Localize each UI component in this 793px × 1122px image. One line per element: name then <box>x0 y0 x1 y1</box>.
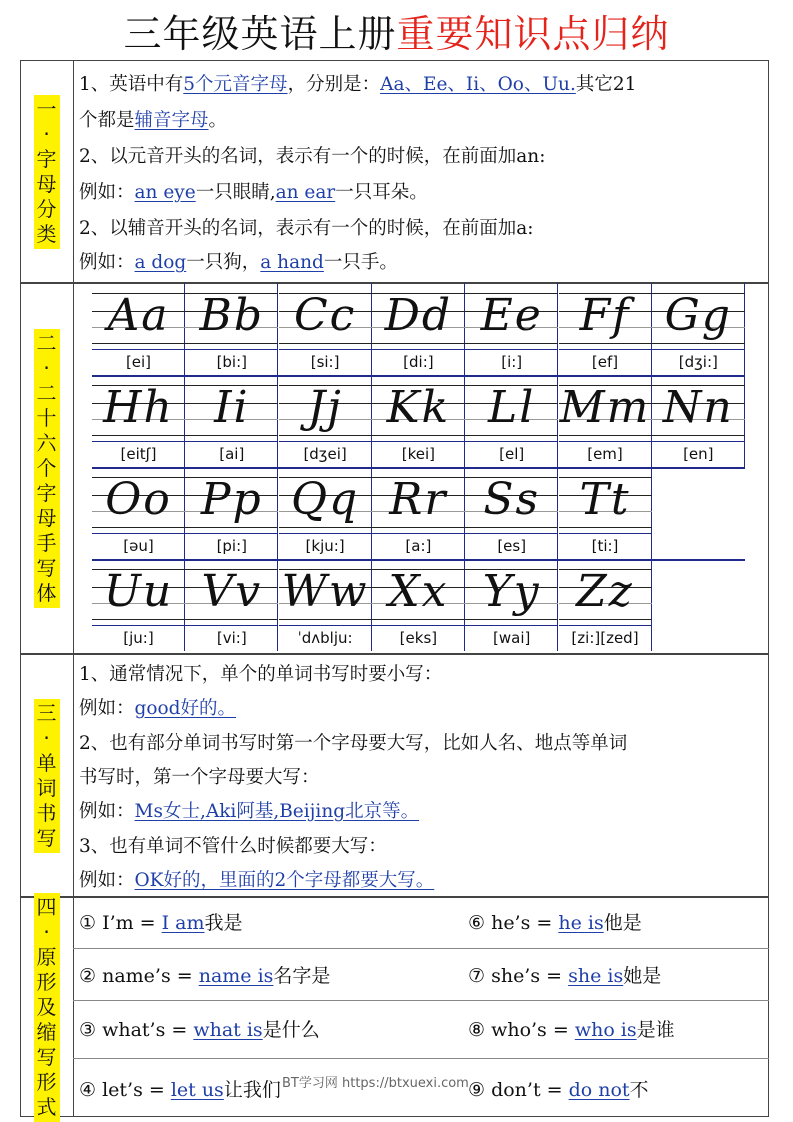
text: 。 <box>208 110 228 131</box>
contraction-eq: = <box>540 1079 569 1101</box>
title-part1: 三年级英语上册 <box>123 12 397 56</box>
phonetic-symbol: [ef] <box>559 349 652 373</box>
section-label-4 <box>20 895 73 1119</box>
phonetic-symbol: [em] <box>559 441 652 465</box>
handwritten-letters: Kk <box>372 377 465 441</box>
text: 一只耳朵。 <box>335 182 428 203</box>
label-char: · <box>43 122 50 146</box>
watermark-text: BT学习网 https://btxuexi.com <box>282 1076 469 1091</box>
letter-cell <box>92 467 185 559</box>
contraction-word: who’s <box>491 1019 547 1041</box>
letter-cell <box>559 375 652 467</box>
phonetic-symbol: ˈdʌblju: <box>279 625 372 649</box>
label-char: 二 <box>36 331 57 355</box>
letter-cell <box>465 559 558 651</box>
section-label-1 <box>20 62 73 282</box>
contraction-word: name’s <box>102 965 171 987</box>
sec3-line-3: 2、也有部分单词书写时第一个字母要大写，比如人名、地点等单词 <box>79 733 628 754</box>
phonetic-symbol: [a:] <box>372 533 465 557</box>
contraction-word: don’t <box>491 1079 541 1101</box>
sec1-line-1 <box>79 70 636 96</box>
contraction-num: ⑦ <box>468 965 492 987</box>
phonetic-symbol: [ei] <box>92 349 185 373</box>
section-label-2 <box>20 284 73 653</box>
text: 例如： <box>79 252 135 273</box>
letter-cell <box>185 283 278 375</box>
handwritten-letters: Ww <box>279 561 372 625</box>
label-char: 写 <box>36 825 57 850</box>
text: 例如： <box>79 870 135 891</box>
letter-cell <box>559 559 652 651</box>
letter-cell <box>279 375 372 467</box>
text: 其它21 <box>575 74 637 95</box>
highlight: an ear <box>275 182 336 203</box>
letter-cell <box>372 559 465 651</box>
contraction-full: she is <box>568 965 624 987</box>
contraction-eq: = <box>133 912 162 934</box>
label-char: 母 <box>36 506 57 530</box>
contraction-full: name is <box>198 965 274 987</box>
text: 个都是 <box>79 110 135 131</box>
section-label-text <box>34 699 60 853</box>
contraction-eq: = <box>530 912 559 934</box>
phonetic-symbol: [pi:] <box>185 533 278 557</box>
letter-cell <box>652 375 745 467</box>
contraction-eq: = <box>540 965 569 987</box>
contraction-eq: = <box>546 1019 575 1041</box>
letter-cell <box>279 467 372 559</box>
label-char: 分 <box>36 197 57 221</box>
handwritten-letters: Yy <box>465 561 558 625</box>
contraction-num: ⑥ <box>468 912 492 934</box>
contraction-item <box>468 1015 675 1042</box>
row-divider <box>73 1000 769 1001</box>
contraction-num: ③ <box>79 1019 103 1041</box>
sec1-line-3: 2、以元音开头的名词，表示有一个的时候，在前面加an: <box>79 146 546 167</box>
contraction-num: ② <box>79 965 103 987</box>
handwritten-letters: Cc <box>279 285 372 349</box>
label-char: 单 <box>36 750 57 775</box>
contraction-full: I am <box>161 912 205 934</box>
contraction-word: what’s <box>102 1019 166 1041</box>
label-char: 词 <box>36 775 57 800</box>
highlight: good好的。 <box>134 698 236 719</box>
contraction-full: he is <box>558 912 604 934</box>
phonetic-symbol: [dʒi:] <box>652 349 745 373</box>
handwriting-letter-grid <box>92 283 745 651</box>
contraction-full: what is <box>193 1019 263 1041</box>
phonetic-symbol: [kei] <box>372 441 465 465</box>
letter-cell <box>92 283 185 375</box>
sec1-line-4 <box>79 178 428 204</box>
grid-row-line <box>92 559 745 561</box>
handwritten-letters: Xx <box>372 561 465 625</box>
contraction-item <box>79 1015 320 1042</box>
label-char: 形 <box>36 1070 57 1094</box>
sec3-line-5 <box>79 797 419 823</box>
row-divider <box>73 1058 769 1059</box>
label-char: 写 <box>36 1045 57 1069</box>
contraction-num: ① <box>79 912 103 934</box>
divider <box>20 896 769 898</box>
phonetic-symbol: [vi:] <box>185 625 278 649</box>
handwritten-letters: Gg <box>652 285 745 349</box>
contraction-item <box>79 961 330 988</box>
text: 1、英语中有 <box>79 74 184 95</box>
contraction-item <box>79 1075 281 1102</box>
contraction-item <box>468 908 642 935</box>
sec1-line-5: 2、以辅音开头的名词，表示有一个的时候，在前面加a: <box>79 218 534 239</box>
phonetic-symbol: [si:] <box>279 349 372 373</box>
letter-cell <box>185 467 278 559</box>
handwritten-letters: Ss <box>465 469 558 533</box>
letter-cell <box>465 467 558 559</box>
letter-cell <box>279 283 372 375</box>
handwritten-letters: Jj <box>279 377 372 441</box>
highlight: 5个元音字母 <box>183 74 288 95</box>
letter-cell <box>372 467 465 559</box>
handwritten-letters: Mm <box>559 377 652 441</box>
handwritten-letters: Zz <box>559 561 652 625</box>
letter-cell <box>279 559 372 651</box>
label-char: 体 <box>36 581 57 605</box>
sec3-line-2 <box>79 694 236 720</box>
handwritten-letters: Ff <box>559 285 652 349</box>
label-char: 字 <box>36 481 57 505</box>
handwritten-letters: Bb <box>185 285 278 349</box>
sec3-line-6: 3、也有单词不管什么时候都要大写： <box>79 836 387 857</box>
section-label-text <box>34 329 60 608</box>
label-char: 及 <box>36 995 57 1019</box>
letter-cell <box>185 375 278 467</box>
contraction-full: who is <box>574 1019 637 1041</box>
contraction-cn: 是什么 <box>262 1019 320 1041</box>
handwritten-letters: Hh <box>92 377 185 441</box>
contraction-num: ⑨ <box>468 1079 492 1101</box>
label-char: 四 <box>36 895 57 919</box>
contraction-item <box>468 961 661 988</box>
contraction-eq: = <box>165 1019 194 1041</box>
letter-cell <box>465 283 558 375</box>
handwritten-letters: Qq <box>279 469 372 533</box>
label-char: · <box>43 725 50 750</box>
label-char: 字 <box>36 147 57 171</box>
phonetic-symbol: [eks] <box>372 625 465 649</box>
contraction-word: she’s <box>491 965 541 987</box>
handwritten-letters: Dd <box>372 285 465 349</box>
letter-cell <box>465 375 558 467</box>
label-char: 类 <box>36 222 57 246</box>
letter-cell <box>92 559 185 651</box>
contraction-cn: 他是 <box>603 912 642 934</box>
handwritten-letters: Vv <box>185 561 278 625</box>
text: 一只狗， <box>186 252 261 273</box>
handwritten-letters: Ll <box>465 377 558 441</box>
text: 例如： <box>79 801 135 822</box>
section-label-3 <box>20 655 73 896</box>
label-char: 形 <box>36 970 57 994</box>
contraction-word: I’m <box>102 912 134 934</box>
handwritten-letters: Ii <box>185 377 278 441</box>
phonetic-symbol: [əu] <box>92 533 185 557</box>
divider <box>20 653 769 655</box>
highlight: a hand <box>260 252 324 273</box>
text: 一只手。 <box>323 252 398 273</box>
phonetic-symbol: [bi:] <box>185 349 278 373</box>
contraction-eq: = <box>170 965 199 987</box>
phonetic-symbol: [es] <box>465 533 558 557</box>
handwritten-letters: Rr <box>372 469 465 533</box>
contraction-cn: 名字是 <box>273 965 331 987</box>
letter-cell <box>185 559 278 651</box>
contraction-item <box>79 908 243 935</box>
phonetic-symbol: [eitʃ] <box>92 441 185 465</box>
letter-cell <box>372 375 465 467</box>
label-char: 六 <box>36 431 57 455</box>
text: 例如： <box>79 698 135 719</box>
sec1-line-6 <box>79 248 398 274</box>
phonetic-symbol: [en] <box>652 441 745 465</box>
label-char: 式 <box>36 1095 57 1119</box>
highlight: 辅音字母 <box>134 110 209 131</box>
contraction-cn: 我是 <box>204 912 243 934</box>
text: 一只眼睛, <box>195 182 276 203</box>
letter-cell <box>372 283 465 375</box>
handwritten-letters: Tt <box>559 469 652 533</box>
letter-cell <box>559 283 652 375</box>
label-char: 原 <box>36 945 57 969</box>
letter-cell <box>92 375 185 467</box>
page-title <box>0 8 793 60</box>
letter-cell <box>559 467 652 559</box>
handwritten-letters: Oo <box>92 469 185 533</box>
contraction-cn: 是谁 <box>636 1019 675 1041</box>
sec3-line-4: 书写时，第一个字母要大写： <box>79 767 320 788</box>
phonetic-symbol: [el] <box>465 441 558 465</box>
phonetic-symbol: [ti:] <box>559 533 652 557</box>
sec3-line-1: 1、通常情况下，单个的单词书写时要小写： <box>79 664 443 685</box>
grid-row-line <box>92 375 745 377</box>
phonetic-symbol: [ai] <box>185 441 278 465</box>
highlight: a dog <box>134 252 187 273</box>
contraction-cn: 不 <box>629 1079 649 1101</box>
handwritten-letters: Ee <box>465 285 558 349</box>
letter-cell <box>652 283 745 375</box>
section-label-text <box>34 95 60 249</box>
label-char: 母 <box>36 172 57 196</box>
label-char: 手 <box>36 531 57 555</box>
contraction-item <box>468 1075 649 1102</box>
highlight: Aa、Ee、Ii、Oo、Uu. <box>380 74 576 95</box>
title-part2: 重要知识点归纳 <box>396 12 670 56</box>
text: 例如： <box>79 182 135 203</box>
label-char: · <box>43 356 50 380</box>
phonetic-symbol: [di:] <box>372 349 465 373</box>
row-divider <box>73 948 769 949</box>
phonetic-symbol: [ju:] <box>92 625 185 649</box>
handwritten-letters: Aa <box>92 285 185 349</box>
label-char: 个 <box>36 456 57 480</box>
contraction-cn: 让我们 <box>223 1079 281 1101</box>
phonetic-symbol: [i:] <box>465 349 558 373</box>
contraction-num: ⑧ <box>468 1019 492 1041</box>
contraction-full: do not <box>568 1079 630 1101</box>
contraction-full: let us <box>170 1079 224 1101</box>
label-char: 缩 <box>36 1020 57 1044</box>
contraction-eq: = <box>142 1079 171 1101</box>
phonetic-symbol: [wai] <box>465 625 558 649</box>
label-char: 十 <box>36 406 57 430</box>
phonetic-symbol: [dʒei] <box>279 441 372 465</box>
handwritten-letters: Uu <box>92 561 185 625</box>
handwritten-letters: Nn <box>652 377 745 441</box>
sec3-line-7 <box>79 866 434 892</box>
highlight: OK好的，里面的2个字母都要大写。 <box>134 870 435 891</box>
sec1-line-2 <box>79 106 227 132</box>
text: ，分别是： <box>287 74 381 95</box>
contraction-word: he’s <box>491 912 531 934</box>
label-char: 三 <box>36 700 57 725</box>
phonetic-symbol: [kju:] <box>279 533 372 557</box>
grid-row-line <box>92 467 745 469</box>
highlight: Ms女士,Aki阿基,Beijing北京等。 <box>134 801 420 822</box>
highlight: an eye <box>134 182 196 203</box>
label-char: 一 <box>36 97 57 121</box>
label-char: 书 <box>36 800 57 825</box>
handwritten-letters: Pp <box>185 469 278 533</box>
section-label-text <box>34 893 60 1122</box>
contraction-word: let’s <box>102 1079 143 1101</box>
contraction-num: ④ <box>79 1079 103 1101</box>
label-char: 写 <box>36 556 57 580</box>
label-char: 二 <box>36 381 57 405</box>
contraction-cn: 她是 <box>623 965 662 987</box>
phonetic-symbol: [zi:][zed] <box>559 625 652 649</box>
label-char: · <box>43 920 50 944</box>
